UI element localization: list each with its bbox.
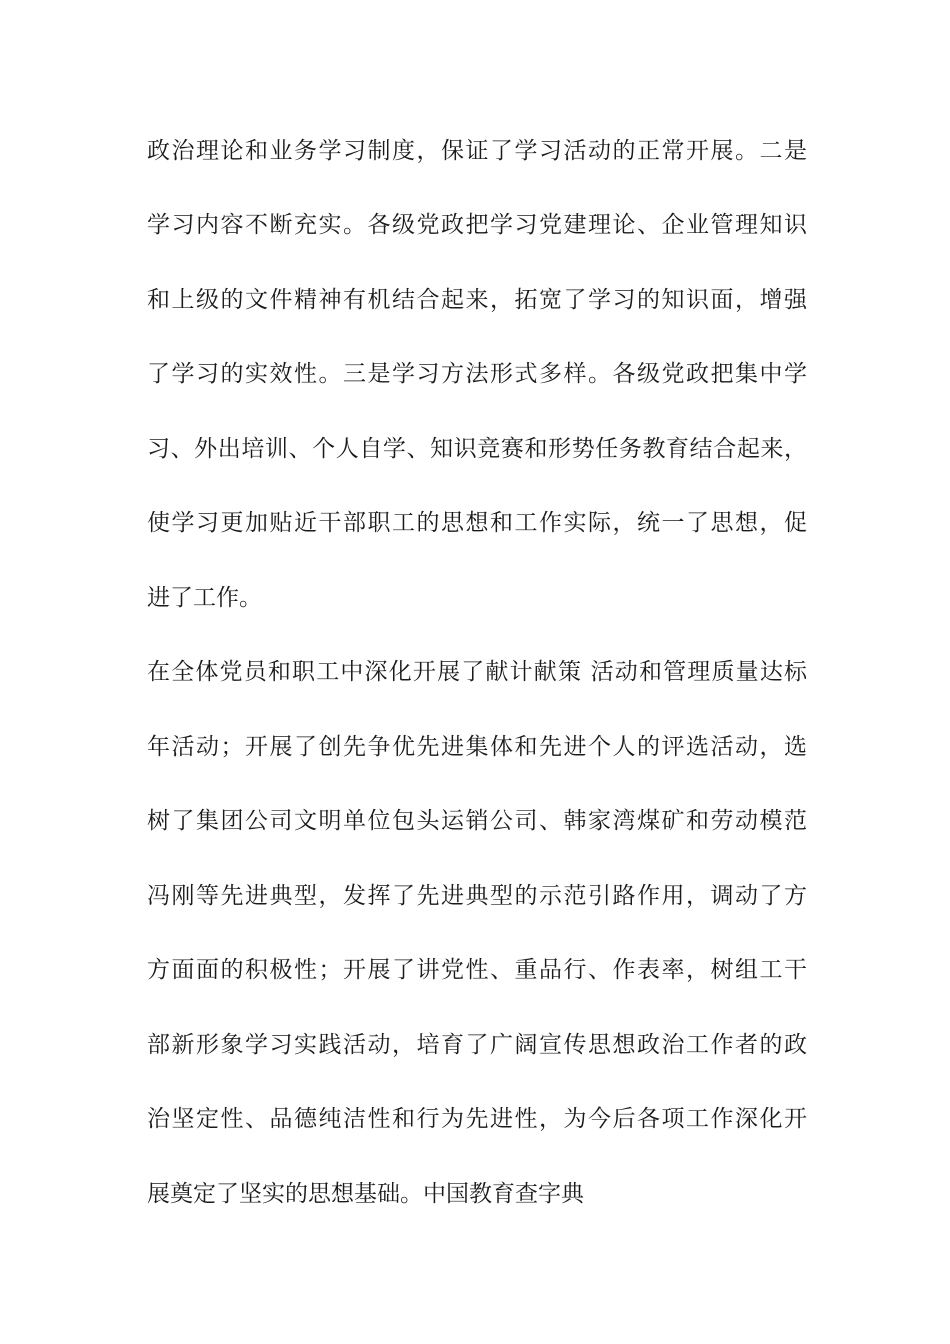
text-line: 政治理论和业务学习制度，保证了学习活动的正常开展。二是 bbox=[147, 138, 807, 164]
text-line: 在全体党员和职工中深化开展了献计献策 活动和管理质量达标 bbox=[147, 659, 807, 685]
text-line: 了学习的实效性。三是学习方法形式多样。各级党政把集中学 bbox=[147, 361, 807, 387]
text-line: 方面面的积极性；开展了讲党性、重品行、作表率，树组工干 bbox=[147, 957, 807, 983]
text-line: 学习内容不断充实。各级党政把学习党建理论、企业管理知识 bbox=[147, 212, 807, 238]
text-line: 习、外出培训、个人自学、知识竞赛和形势任务教育结合起来， bbox=[147, 436, 807, 462]
text-line: 年活动；开展了创先争优先进集体和先进个人的评选活动，选 bbox=[147, 734, 807, 760]
text-line: 和上级的文件精神有机结合起来，拓宽了学习的知识面，增强 bbox=[147, 287, 807, 313]
text-line: 树了集团公司文明单位包头运销公司、韩家湾煤矿和劳动模范 bbox=[147, 808, 807, 834]
text-line: 治坚定性、品德纯洁性和行为先进性，为今后各项工作深化开 bbox=[147, 1106, 807, 1132]
text-line: 部新形象学习实践活动，培育了广阔宣传思想政治工作者的政 bbox=[147, 1032, 807, 1058]
text-line: 展奠定了坚实的思想基础。中国教育查字典 bbox=[147, 1181, 584, 1207]
text-line: 使学习更加贴近干部职工的思想和工作实际，统一了思想，促 bbox=[147, 510, 807, 536]
text-line: 进了工作。 bbox=[147, 585, 262, 611]
text-line: 冯刚等先进典型，发挥了先进典型的示范引路作用，调动了方 bbox=[147, 883, 807, 909]
